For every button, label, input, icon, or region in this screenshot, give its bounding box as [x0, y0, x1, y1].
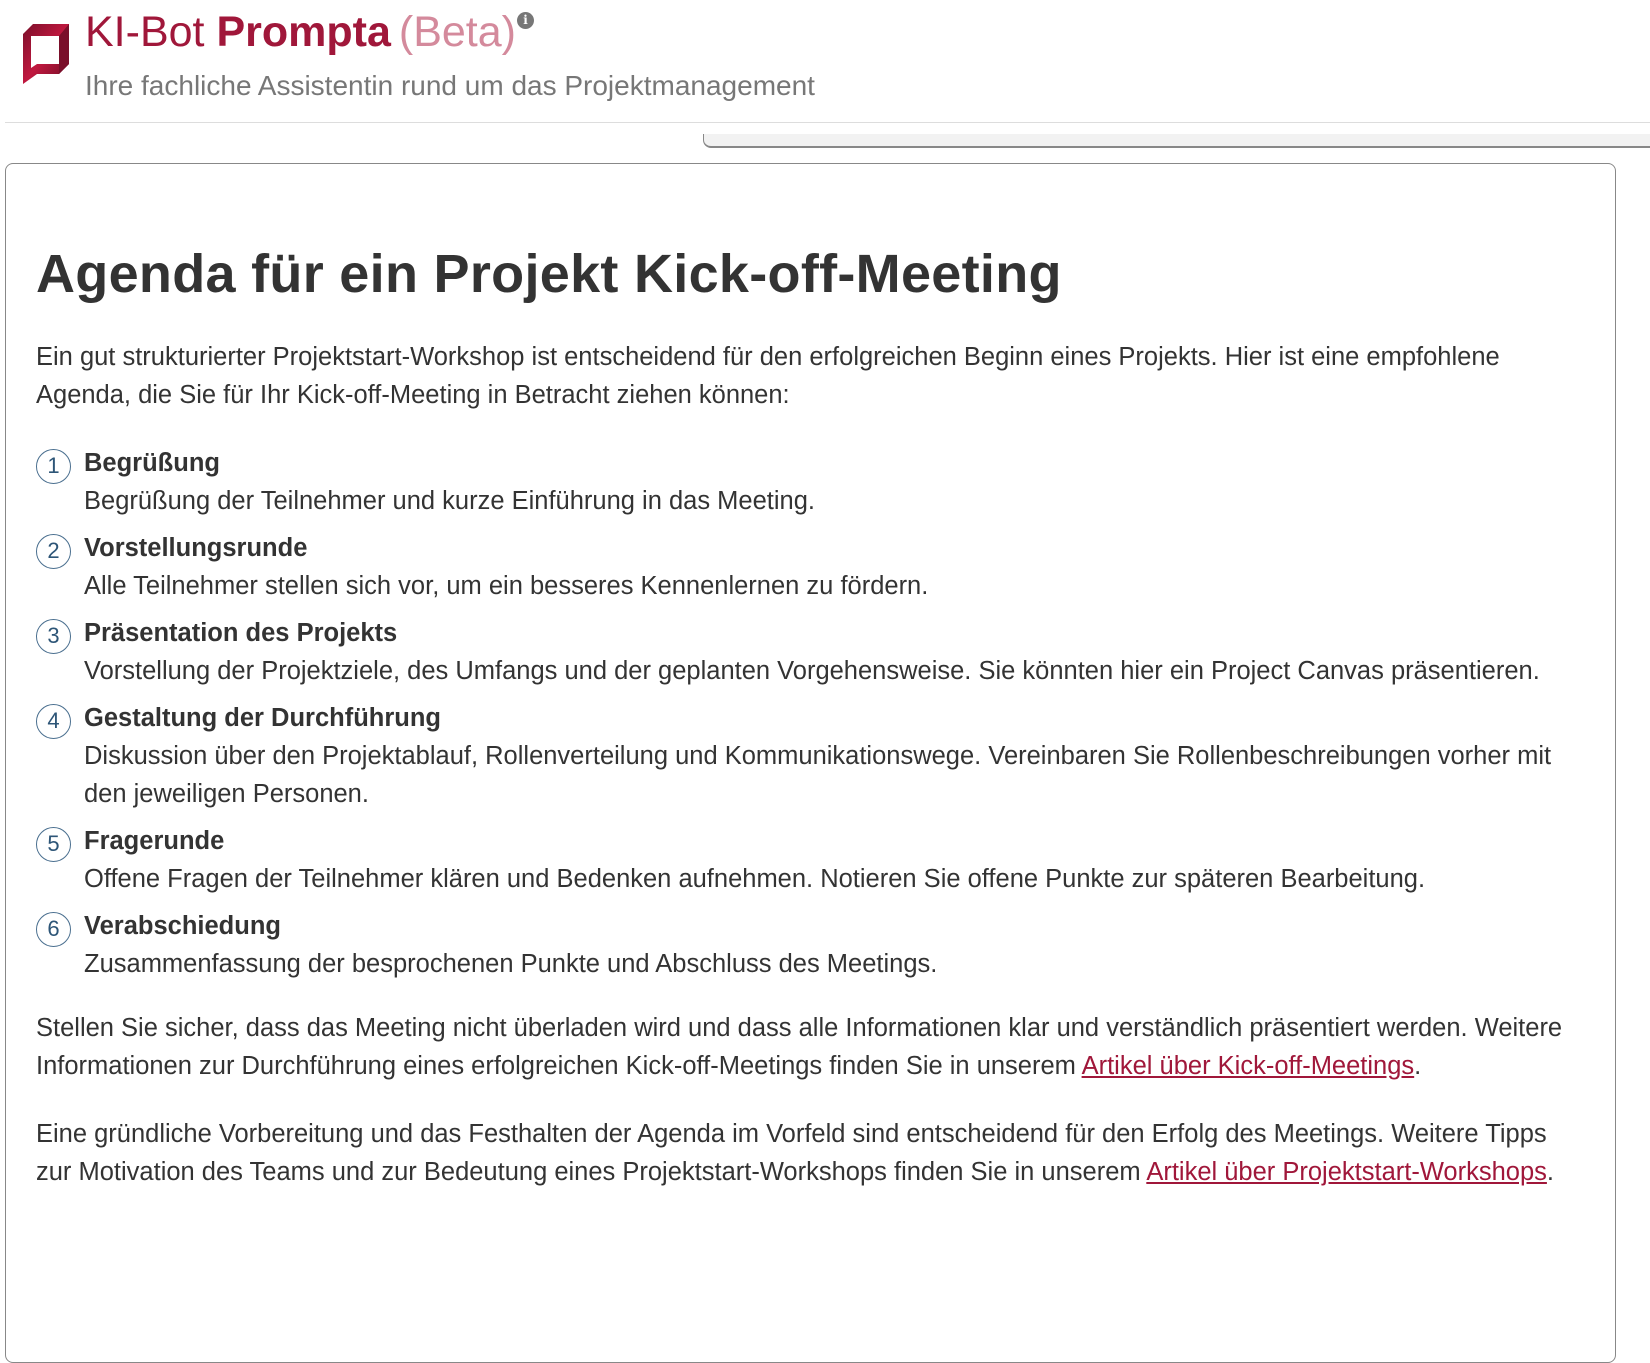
item-desc: Alle Teilnehmer stellen sich vor, um ein besseres Kennenlernen zu fördern.	[84, 572, 929, 600]
title-prefix: KI-Bot	[85, 8, 205, 56]
workshop-article-link[interactable]: Artikel über Projektstart-Workshops	[1146, 1158, 1547, 1186]
tips-paragraph	[36, 1115, 1585, 1191]
number-badge: 2	[36, 534, 71, 569]
item-desc: Begrüßung der Teilnehmer und kurze Einführung in das Meeting.	[84, 487, 815, 515]
list-item	[36, 699, 1585, 813]
paragraph-end: .	[1414, 1052, 1422, 1080]
item-title: Vorstellungsrunde	[84, 534, 308, 562]
number-badge: 5	[36, 827, 71, 862]
list-item	[36, 529, 1585, 605]
item-title: Präsentation des Projekts	[84, 619, 398, 647]
prompta-logo-icon	[21, 22, 75, 84]
number-badge: 6	[36, 912, 71, 947]
paragraph-text: Stellen Sie sicher, dass das Meeting nicht überladen wird und dass alle Informationen klar und verständlich präsentiert werden. Weitere Informationen zur Durchführung eines erfolgreichen Kick-off-Meetings finden Sie in unserem	[36, 1014, 1563, 1080]
item-title: Fragerunde	[84, 827, 225, 855]
intro-paragraph: Ein gut strukturierter Projektstart-Workshop ist entscheidend für den erfolgreichen Beginn eines Projekts. Hier ist eine empfohlene Agenda, die Sie für Ihr Kick-off-Meeting in Betracht ziehen können:	[36, 343, 1500, 409]
app-subtitle: Ihre fachliche Assistentin rund um das Projektmanagement	[85, 70, 815, 101]
beta-label: (Beta)	[398, 8, 516, 56]
item-desc: Offene Fragen der Teilnehmer klären und Bedenken aufnehmen. Notieren Sie offene Punkte zur späteren Bearbeitung.	[84, 865, 1426, 893]
number-badge: 1	[36, 449, 71, 484]
info-icon[interactable]: i	[517, 12, 534, 29]
agenda-list	[36, 444, 1585, 983]
app-title	[85, 8, 516, 57]
tab-strip	[703, 134, 1650, 148]
closing-paragraph	[36, 1009, 1585, 1085]
app-header	[5, 0, 1650, 123]
response-heading: Agenda für ein Projekt Kick-off-Meeting	[36, 244, 1062, 304]
item-desc: Vorstellung der Projektziele, des Umfangs und der geplanten Vorgehensweise. Sie könnten hier ein Project Canvas präsentieren.	[84, 657, 1540, 685]
item-title: Verabschiedung	[84, 912, 281, 940]
list-item	[36, 444, 1585, 520]
item-title: Begrüßung	[84, 449, 220, 477]
paragraph-text: Eine gründliche Vorbereitung und das Festhalten der Agenda im Vorfeld sind entscheidend für den Erfolg des Meetings. Weitere Tipps zur Motivation des Teams und zur Bedeutung eines Projektstart-Workshops finden Sie in unserem	[36, 1120, 1547, 1186]
number-badge: 3	[36, 619, 71, 654]
list-item	[36, 822, 1585, 898]
item-desc: Diskussion über den Projektablauf, Rollenverteilung und Kommunikationswege. Vereinbaren Sie Rollenbeschreibungen vorher mit den jeweiligen Personen.	[84, 742, 1552, 808]
paragraph-end: .	[1546, 1158, 1554, 1186]
list-item	[36, 614, 1585, 690]
item-title: Gestaltung der Durchführung	[84, 704, 441, 732]
number-badge: 4	[36, 704, 71, 739]
response-card	[5, 163, 1616, 1363]
list-item	[36, 907, 1585, 983]
item-desc: Zusammenfassung der besprochenen Punkte und Abschluss des Meetings.	[84, 950, 938, 978]
kickoff-article-link[interactable]: Artikel über Kick-off-Meetings	[1081, 1052, 1415, 1080]
title-name: Prompta	[216, 8, 391, 56]
